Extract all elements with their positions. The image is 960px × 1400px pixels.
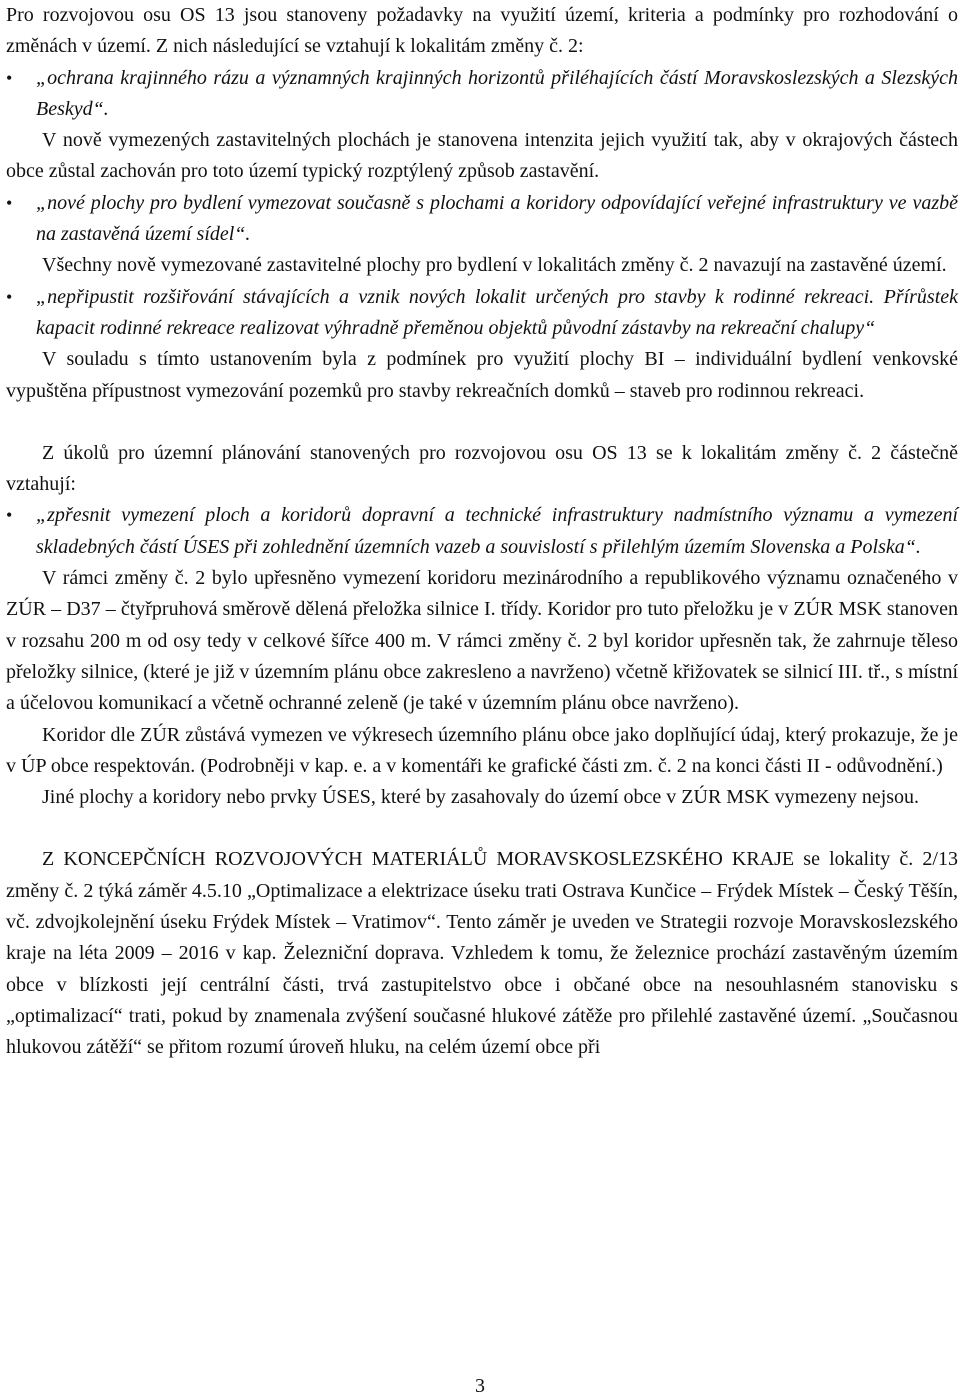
paragraph-recreation: V souladu s tímto ustanovením byla z podmínek pro využití plochy BI – individuální bydlení venkovské vypuštěna přípustnost vymezování pozemků pro stavby rekreačních domků – staveb pro rodinnou rekreaci. [6, 348, 958, 402]
paragraph-intro: Pro rozvojovou osu OS 13 jsou stanoveny požadavky na využití území, kriteria a podmínky pro rozhodování o změnách v území. Z nich následující se vztahují k lokalitám změny č. 2: [6, 4, 958, 58]
bullet-icon: • [6, 192, 13, 213]
bullet-list-1 [6, 63, 958, 126]
bullet-text: „nové plochy pro bydlení vymezovat současně s plochami a koridory odpovídající veřejné infrastruktury ve vazbě na zastavěná území sídel“. [36, 191, 958, 246]
spacer [6, 813, 958, 844]
list-item [6, 188, 958, 251]
paragraph-corridor-d37: V rámci změny č. 2 bylo upřesněno vymezení koridoru mezinárodního a republikového významu označeného v ZÚR – D37 – čtyřpruhová směrově dělená přeložka silnice I. třídy. Koridor pro tuto přeložku je v ZÚR MSK stanoven v rozsahu 200 m od osy tedy v celkové šířce 400 m. V rámci změny č. 2 byl koridor upřesněn tak, že zahrnuje těleso přeložky silnice, (které je již v územním plánu obce zakresleno a navrženo) včetně křižovatek se silnicí III. tř., s místní a účelovou komunikací a včetně ochranné zeleně (je také v územním plánu obce navrženo). [6, 567, 958, 715]
bullet-list-4 [6, 500, 958, 563]
spacer [6, 407, 958, 438]
page-number: 3 [475, 1375, 485, 1397]
bullet-text: „nepřipustit rozšiřování stávajících a vznik nových lokalit určených pro stavby k rodinné rekreaci. Přírůstek kapacit rodinné rekreace realizovat výhradně přeměnou objektů původní zástavby na rekreační chalupy“ [36, 285, 958, 339]
paragraph-settlement-intensity: V nově vymezených zastavitelných plochách je stanovena intenzita jejich využití tak, aby v okrajových částech obce zůstal zachován pro toto území typický rozptýlený způsob zastavění. [6, 129, 958, 183]
bullet-list-3 [6, 282, 958, 345]
list-item [6, 500, 958, 563]
bullet-text: „zpřesnit vymezení ploch a koridorů dopravní a technické infrastruktury nadmístního významu a vymezení skladebných částí ÚSES při zohlednění územních vazeb a souvislostí s přilehlým územím Slovenska a Polska“. [36, 504, 958, 558]
bullet-icon: • [6, 67, 13, 88]
list-item [6, 63, 958, 126]
paragraph-concept-materials: Z KONCEPČNÍCH ROZVOJOVÝCH MATERIÁLŮ MORAVSKOSLEZSKÉHO KRAJE se lokality č. 2/13 změny č. 2 týká záměr 4.5.10 „Optimalizace a elektrizace úseku trati Ostrava Kunčice – Frýdek Místek – Český Těšín, vč. zdvojkolejnění úseku Frýdek Místek – Vratimov“. Tento záměr je uveden ve Strategii rozvoje Moravskoslezského kraje na léta 2009 – 2016 v kap. Železniční doprava. Vzhledem k tomu, že železnice prochází zastavěným územím obce v blízkosti její centrální části, trvá zastupitelstvo obce i občané obce na nesouhlasném stanovisku s „optimalizací“ trati, pokud by znamenala zvýšení současné hlukové zátěže pro přilehlé zastavěné území. „Současnou hlukovou zátěží“ se přitom rozumí úroveň hluku, na celém území obce při [6, 848, 958, 1059]
bullet-icon: • [6, 286, 13, 307]
paragraph-corridor-zur: Koridor dle ZÚR zůstává vymezen ve výkresech územního plánu obce jako doplňující údaj, který prokazuje, že je v ÚP obce respektován. (Podrobněji v kap. e. a v komentáři ke grafické části zm. č. 2 na konci části II - odůvodnění.) [6, 723, 958, 777]
list-item [6, 282, 958, 345]
bullet-icon: • [6, 505, 13, 526]
bullet-list-2 [6, 188, 958, 251]
paragraph-housing-areas: Všechny nově vymezované zastavitelné plochy pro bydlení v lokalitách změny č. 2 navazují na zastavěné území. [42, 254, 947, 277]
bullet-text: „ochrana krajinného rázu a významných krajinných horizontů přiléhajících částí Moravskoslezských a Slezských Beskyd“. [36, 66, 958, 120]
paragraph-tasks: Z úkolů pro územní plánování stanovených pro rozvojovou osu OS 13 se k lokalitám změny č. 2 částečně vztahují: [6, 441, 958, 496]
document-page [6, 0, 958, 1064]
paragraph-other-areas: Jiné plochy a koridory nebo prvky ÚSES, které by zasahovaly do území obce v ZÚR MSK vymezeny nejsou. [42, 786, 920, 809]
